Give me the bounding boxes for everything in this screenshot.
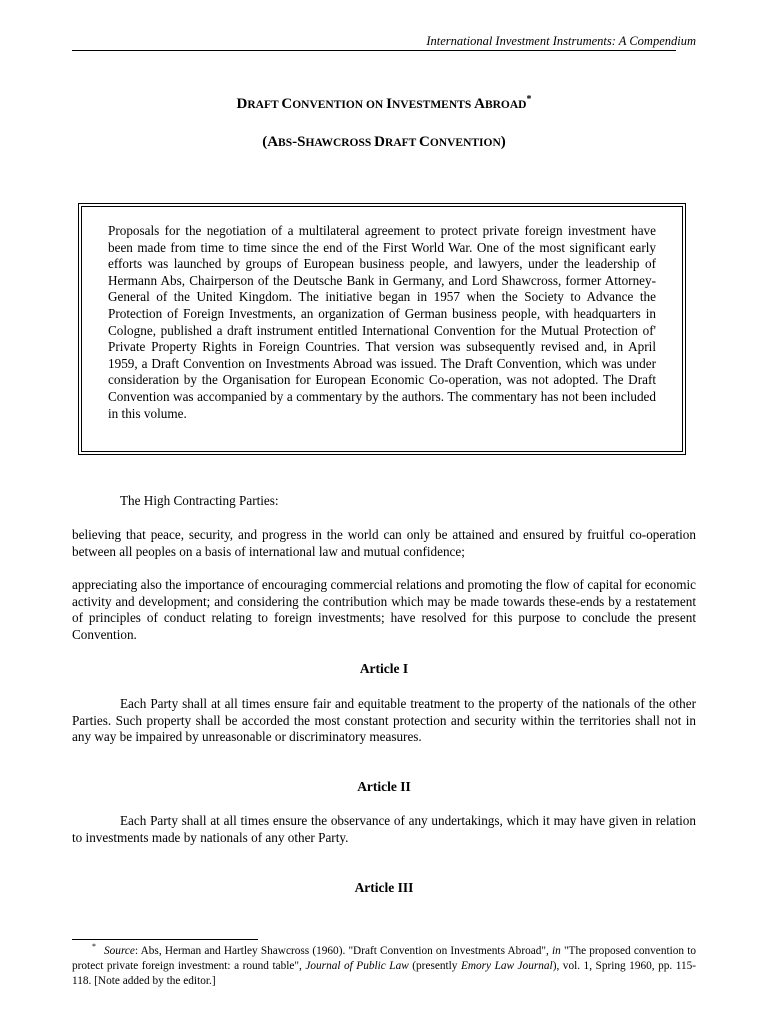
subtitle-part: HAWCROSS bbox=[305, 137, 375, 149]
footnote-text-d: ), vol. 1, Spring 1960, pp. 115-118. [Note added by the editor.] bbox=[72, 960, 697, 987]
title-footnote-marker[interactable]: * bbox=[526, 94, 532, 105]
subtitle-part: BS bbox=[278, 137, 293, 149]
title-part: C bbox=[281, 96, 293, 112]
title-part: ONVENTION ON bbox=[292, 99, 387, 111]
footnote bbox=[72, 944, 696, 989]
footnote-rule bbox=[72, 939, 258, 940]
title-part: I bbox=[386, 96, 392, 112]
header-rule bbox=[72, 50, 676, 51]
subtitle-part: ONVENTION bbox=[429, 137, 501, 149]
intro-text: Proposals for the negotiation of a multilateral agreement to protect private foreign investment have been made from time to time since the end of the First World War. One of the most significant early efforts was launched by groups of European business people, and lawyers, under the leadership of Hermann Abs, Chairperson of the Deutsche Bank in Germany, and Lord Shawcross, former Attorney-General of the United Kingdom. The initiative began in 1957 when the Society to Advance the Protection of Foreign Investments, an organization of German business people, with headquarters in Cologne, published a draft instrument entitled International Convention for the Mutual Protection of' Private Property Rights in Foreign Countries. That version was subsequently revised and, in April 1959, a Draft Convention on Investments Abroad was issued. The Draft Convention, which was under consideration by the Organisation for European Economic Co-operation, was not adopted. The Draft Convention was accompanied by a commentary by the authors. The commentary has not been included in this volume. bbox=[108, 223, 656, 421]
footnote-text-c: (presently bbox=[408, 960, 461, 972]
footnote-text-b: "The proposed convention to protect private foreign investment: a round table", bbox=[72, 945, 696, 972]
subtitle-part: C bbox=[419, 134, 430, 150]
footnote-journal: Journal of Public Law bbox=[305, 960, 409, 972]
footnote-marker: * bbox=[92, 942, 96, 952]
running-header: International Investment Instruments: A Compendium bbox=[426, 34, 696, 48]
article-2-heading: Article II bbox=[357, 779, 411, 794]
document-subtitle bbox=[72, 134, 696, 151]
preamble-para-2: appreciating also the importance of encouraging commercial relations and promoting the flow of capital for economic activity and development; and considering the contribution which may be made towards these-ends by a restatement of principles of conduct relating to foreign investments; have resolved for this purpose to conclude the present Convention. bbox=[72, 577, 696, 642]
article-2-text: Each Party shall at all times ensure the observance of any undertakings, which it may have given in relation to investments made by nationals of any other Party. bbox=[72, 813, 696, 845]
title-part: BROAD bbox=[484, 99, 527, 111]
footnote-source-label: Source bbox=[104, 945, 135, 957]
article-3-heading: Article III bbox=[354, 880, 414, 895]
title-part: A bbox=[474, 96, 485, 112]
subtitle-part: RAFT bbox=[385, 137, 419, 149]
title-part: RAFT bbox=[247, 99, 282, 111]
title-part: NVESTMENTS bbox=[391, 99, 475, 111]
footnote-text-a: : Abs, Herman and Hartley Shawcross (1960). "Draft Convention on Investments Abroad", bbox=[134, 945, 552, 957]
subtitle-part: (A bbox=[262, 134, 279, 150]
preamble-opening: The High Contracting Parties: bbox=[120, 493, 279, 508]
subtitle-part: ) bbox=[500, 134, 506, 150]
footnote-in-word: in bbox=[551, 945, 561, 957]
article-1-heading: Article I bbox=[359, 661, 409, 676]
intro-box-inner bbox=[81, 206, 683, 452]
subtitle-part: -S bbox=[292, 134, 306, 150]
article-1-text: Each Party shall at all times ensure fair and equitable treatment to the property of the nationals of the other Parties. Such property shall be accorded the most constant protection and security within the territories shall not in any way be impaired by unreasonable or discriminatory measures. bbox=[72, 696, 696, 745]
intro-box bbox=[78, 203, 686, 455]
preamble-para-1: believing that peace, security, and progress in the world can only be attained and ensured by fruitful co-operation between all peoples on a basis of international law and mutual confidence; bbox=[72, 527, 696, 559]
footnote-journal-2: Emory Law Journal bbox=[460, 960, 553, 972]
title-part: D bbox=[236, 96, 248, 112]
subtitle-part: D bbox=[374, 134, 386, 150]
document-title bbox=[72, 96, 696, 113]
